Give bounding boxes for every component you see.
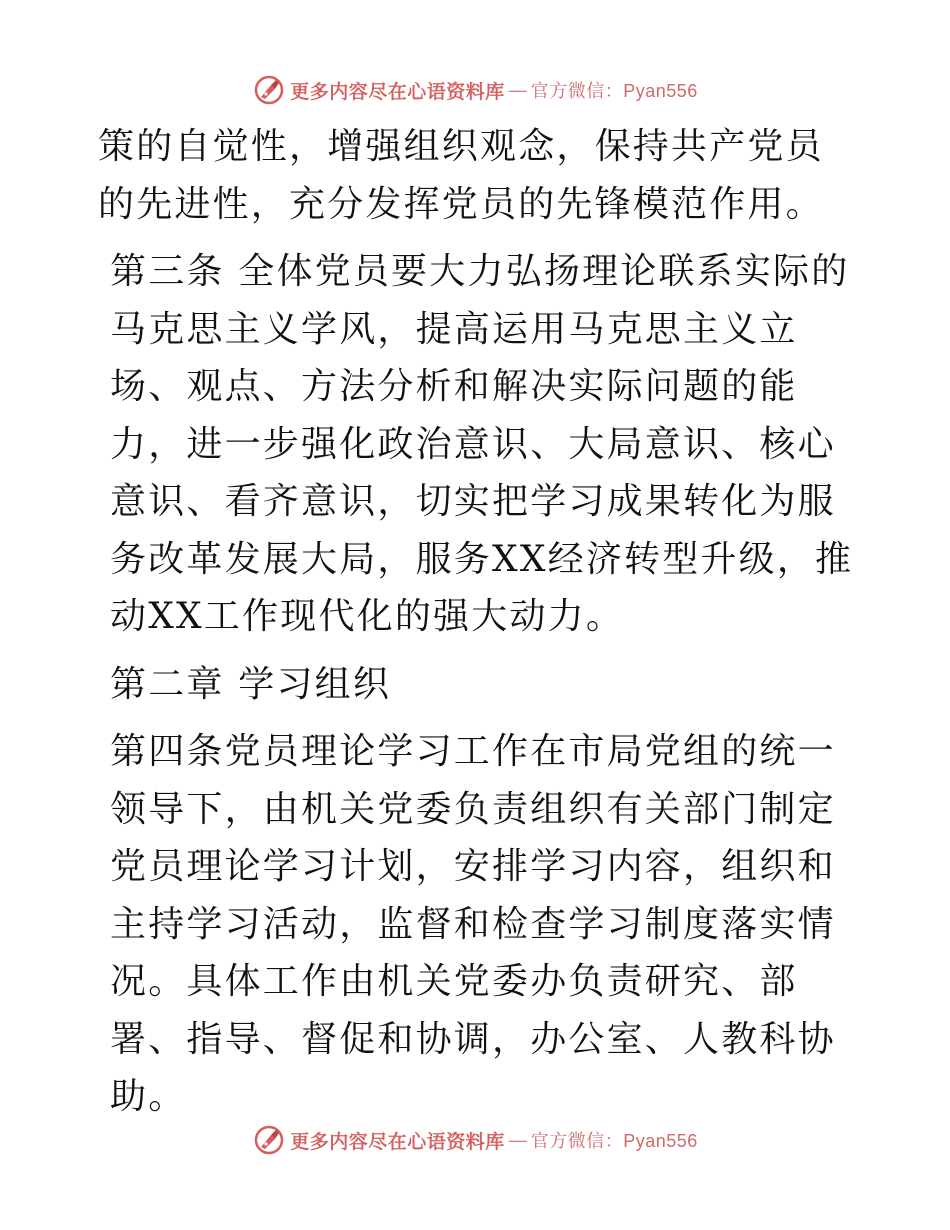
pen-nib-logo-icon (252, 1123, 286, 1157)
watermark-dash: — (508, 79, 527, 100)
paragraph-article-three: 第三条 全体党员要大力弘扬理论联系实际的马克思主义学风，提高运用马克思主义立场、观点、方法分析和解决实际问题的能力，进一步强化政治意识、大局意识、核心意识、看齐意识，切实把学习成果转化为服务改革发展大局，服务XX经济转型升级，推动XX工作现代化的强大动力。 (110, 251, 854, 637)
watermark-contact: 官方微信：Pyan556 (530, 1131, 698, 1151)
paragraph-continuation: 策的自觉性，增强组织观念，保持共产党员的先进性，充分发挥党员的先锋模范作用。 (98, 126, 824, 225)
document-body (98, 118, 858, 1136)
chapter-heading: 第二章 学习组织 (110, 663, 392, 705)
paragraph-article-four: 第四条党员理论学习工作在市局党组的统一领导下，由机关党委负责组织有关部门制定党员理论学习计划，安排学习内容，组织和主持学习活动，监督和检查学习制度落实情况。具体工作由机关党委办负责研究、部署、指导、督促和协调，办公室、人教科协助。 (110, 731, 836, 1117)
watermark-contact: 官方微信：Pyan556 (530, 81, 698, 101)
watermark-brand: 更多内容尽在心语资料库 (290, 80, 505, 103)
watermark-header (0, 70, 950, 110)
watermark-dash: — (508, 1129, 527, 1150)
watermark-brand: 更多内容尽在心语资料库 (290, 1130, 505, 1153)
pen-nib-logo-icon (252, 73, 286, 107)
watermark-footer (0, 1120, 950, 1160)
